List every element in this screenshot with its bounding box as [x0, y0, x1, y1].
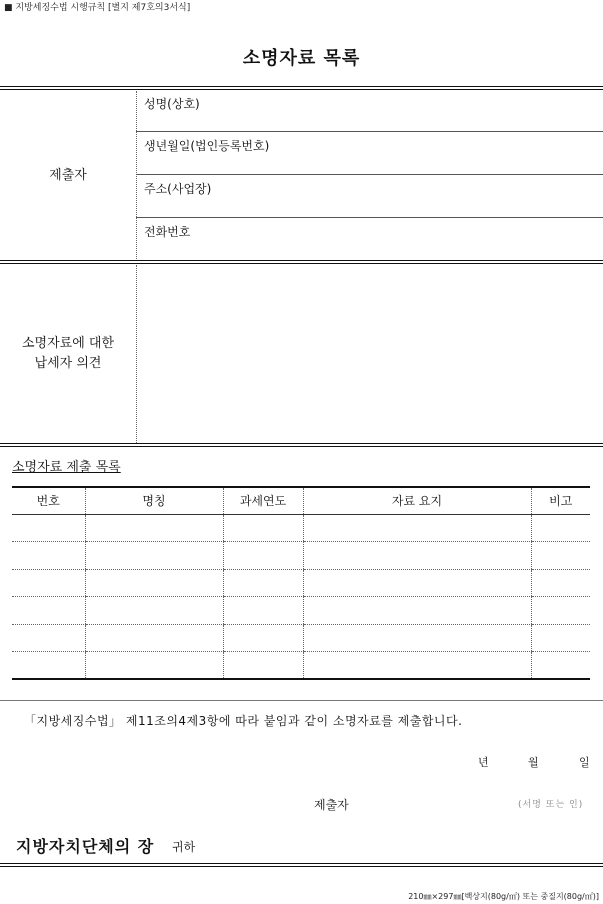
table-cell[interactable]: [531, 514, 590, 542]
table-cell[interactable]: [223, 597, 303, 625]
table-cell[interactable]: [223, 624, 303, 652]
opinion-input-area[interactable]: [137, 266, 603, 442]
opinion-section-label: [0, 334, 136, 374]
submitter-column-divider: [136, 91, 137, 261]
signature-note: (서명 또는 인): [518, 800, 584, 810]
table-cell[interactable]: [303, 652, 531, 680]
column-header-number: 번호: [12, 487, 85, 514]
table-cell[interactable]: [85, 569, 223, 597]
table-cell[interactable]: [223, 514, 303, 542]
table-cell[interactable]: [12, 597, 85, 625]
paper-size-note: 210㎜×297㎜[백상지(80g/㎡) 또는 중질지(80g/㎡)]: [408, 892, 599, 901]
bottom-double-divider: [0, 863, 603, 867]
name-field-line: [136, 131, 603, 132]
recipient-title: 지방자치단체의 장: [16, 837, 155, 856]
table-row: [12, 569, 590, 597]
column-header-summary: 자료 요지: [303, 487, 531, 514]
declaration-statement: 「지방세징수법」 제11조의4제3항에 따라 붙임과 같이 소명자료를 제출합니다.: [24, 714, 463, 728]
table-cell[interactable]: [223, 569, 303, 597]
table-cell[interactable]: [303, 514, 531, 542]
table-cell[interactable]: [303, 569, 531, 597]
table-cell[interactable]: [85, 514, 223, 542]
address-field-label: 주소(사업장): [144, 182, 212, 196]
table-row: [12, 624, 590, 652]
table-row: [12, 542, 590, 570]
address-field-line: [136, 217, 603, 218]
table-cell[interactable]: [531, 597, 590, 625]
column-header-name: 명칭: [85, 487, 223, 514]
table-header-row: [12, 487, 590, 514]
table-cell[interactable]: [531, 542, 590, 570]
page-title: 소명자료 목록: [242, 48, 361, 69]
table-cell[interactable]: [12, 652, 85, 680]
submitter-bottom-divider: [0, 260, 603, 264]
table-cell[interactable]: [85, 624, 223, 652]
submitter-section-label: 제출자: [49, 168, 87, 183]
column-header-remarks: 비고: [531, 487, 590, 514]
form-reference-note: ■ 지방세징수법 시행규칙 [별지 제7호의3서식]: [4, 3, 191, 13]
date-day-label: 일: [579, 756, 590, 769]
birth-field-label: 생년월일(법인등록번호): [144, 139, 270, 153]
table-cell[interactable]: [223, 652, 303, 680]
table-cell[interactable]: [12, 624, 85, 652]
opinion-label-line2: 납세자 의견: [34, 356, 102, 371]
table-row: [12, 652, 590, 680]
signature-submitter-label: 제출자: [314, 798, 349, 812]
table-row: [12, 514, 590, 542]
table-row: [12, 597, 590, 625]
table-cell[interactable]: [12, 514, 85, 542]
table-cell[interactable]: [303, 597, 531, 625]
declaration-top-divider: [0, 700, 603, 701]
phone-field-label: 전화번호: [144, 225, 191, 239]
table-cell[interactable]: [531, 569, 590, 597]
opinion-label-line1: 소명자료에 대한: [21, 336, 115, 351]
table-cell[interactable]: [531, 652, 590, 680]
opinion-bottom-divider: [0, 443, 603, 447]
name-field-label: 성명(상호): [144, 97, 200, 111]
birth-field-line: [136, 174, 603, 175]
top-double-divider: [0, 86, 603, 90]
date-month-label: 월: [528, 756, 539, 769]
materials-section-title: 소명자료 제출 목록: [12, 460, 121, 475]
table-cell[interactable]: [85, 597, 223, 625]
table-cell[interactable]: [303, 624, 531, 652]
table-cell[interactable]: [85, 542, 223, 570]
table-cell[interactable]: [223, 542, 303, 570]
table-cell[interactable]: [12, 569, 85, 597]
column-header-tax-year: 과세연도: [223, 487, 303, 514]
recipient-honorific: 귀하: [172, 840, 196, 854]
table-cell[interactable]: [531, 624, 590, 652]
table-cell[interactable]: [85, 652, 223, 680]
date-year-label: 년: [478, 756, 489, 769]
materials-table: [12, 486, 590, 680]
table-cell[interactable]: [303, 542, 531, 570]
table-cell[interactable]: [12, 542, 85, 570]
